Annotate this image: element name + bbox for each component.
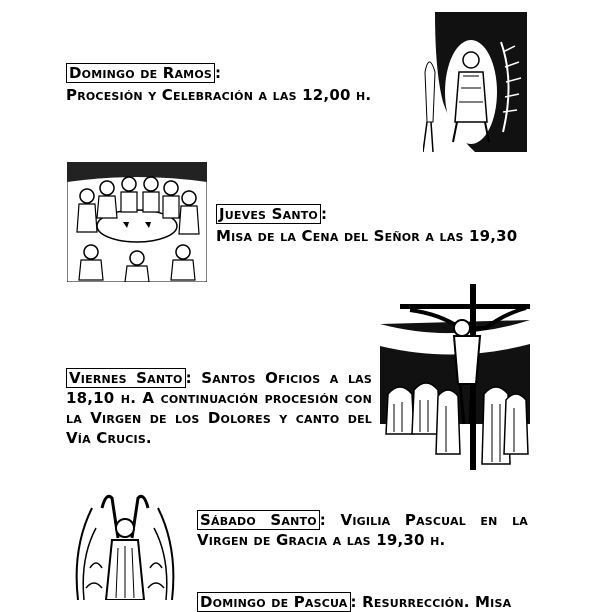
day-title-viernes-santo: Viernes Santo [66,368,186,388]
event-description-domingo-de-pascua: Resurrección. Misa [356,593,512,611]
day-separator: : [185,369,192,387]
event-description-jueves-santo: Misa de la Cena del Señor a las 19,30 [216,227,518,245]
last-supper-illustration [67,162,207,282]
entry-sabado-santo [197,510,528,550]
day-title-domingo-de-pascua: Domingo de Pascua [197,592,351,612]
resurrection-illustration [72,488,178,600]
entry-domingo-de-ramos [66,63,396,105]
day-separator: : [350,593,357,611]
palm-sunday-illustration [423,12,527,152]
entry-viernes-santo [66,368,372,448]
event-description-sabado-santo: Vigilia Pascual en la Virgen de Gracia a las 19,30 h. [197,511,528,549]
day-title-sabado-santo: Sábado Santo [197,510,320,530]
event-description-domingo-de-ramos: Procesión y Celebración a las 12,00 h. [66,86,372,104]
day-separator: : [320,205,328,223]
entry-domingo-de-pascua [197,592,528,612]
crucifixion-illustration [380,284,530,470]
day-separator: : [215,64,222,82]
entry-jueves-santo [216,204,546,246]
event-description-viernes-santo: Santos Oficios a las 18,10 h. A continuación procesión con la Virgen de los Dolores y canto del Vía Crucis. [66,369,372,447]
day-separator: : [319,511,326,529]
day-title-domingo-de-ramos: Domingo de Ramos [66,63,215,83]
day-title-jueves-santo: Jueves Santo [216,204,321,224]
